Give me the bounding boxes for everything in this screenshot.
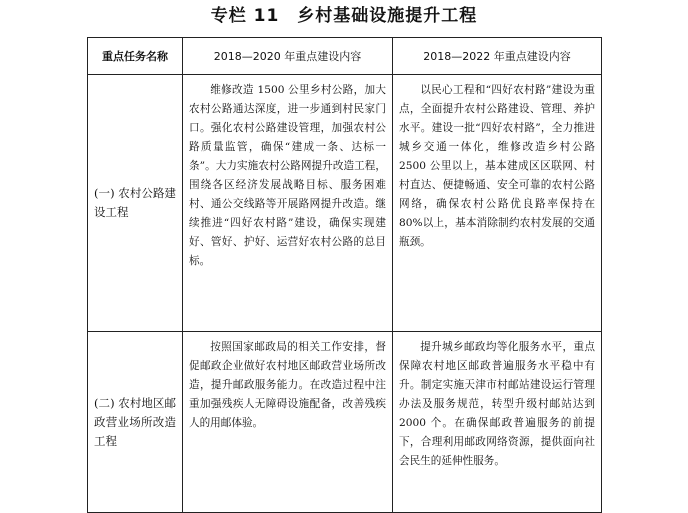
header-task-name: 重点任务名称 xyxy=(88,38,183,75)
content-2022-cell: 以民心工程和“四好农村路”建设为重点，全面提升农村公路建设、管理、养护水平。建设一批“四好农村路”，全力推进城乡交通一体化，维修改造乡村公路 2500 公里以上，基本建成区区联网、村村直达、便捷畅通、安全可靠的农村公路网络，确保农村公路优良路率保持在 80%以上，基本消除制约农村发展的交通瓶颈。 xyxy=(393,75,602,332)
task-name-cell: (一) 农村公路建设工程 xyxy=(88,75,183,332)
key-projects-table xyxy=(87,37,602,513)
page-title: 专栏 11 乡村基础设施提升工程 xyxy=(210,6,478,26)
table-row xyxy=(88,332,602,513)
content-2020-cell: 维修改造 1500 公里乡村公路，加大农村公路通达深度，进一步通到村民家门口。强化农村公路建设管理，加强农村公路质量监管，确保“建成一条、达标一条”。大力实施农村公路网提升改造工程，围绕各区经济发展战略目标、服务困难村、通公交线路等开展路网提升改造。继续推进“四好农村路”建设，确保实现建好、管好、护好、运营好农村公路的总目标。 xyxy=(183,75,393,332)
content-2020-cell: 按照国家邮政局的相关工作安排，督促邮政企业做好农村地区邮政营业场所改造，提升邮政服务能力。在改造过程中注重加强残疾人无障碍设施配备，改善残疾人的用邮体验。 xyxy=(183,332,393,513)
table-header-row xyxy=(88,38,602,75)
content-2022-cell: 提升城乡邮政均等化服务水平，重点保障农村地区邮政普遍服务水平稳中有升。制定实施天津市村邮站建设运行管理办法及服务规范，转型升级村邮站达到 2000 个。在确保邮政普遍服务的前提下，合理利用邮政网络资源，提供面向社会民生的延伸性服务。 xyxy=(393,332,602,513)
header-2022-content: 2018—2022 年重点建设内容 xyxy=(393,38,602,75)
header-2020-content: 2018—2020 年重点建设内容 xyxy=(183,38,393,75)
task-name-cell: (二) 农村地区邮政营业场所改造工程 xyxy=(88,332,183,513)
table-row xyxy=(88,75,602,332)
